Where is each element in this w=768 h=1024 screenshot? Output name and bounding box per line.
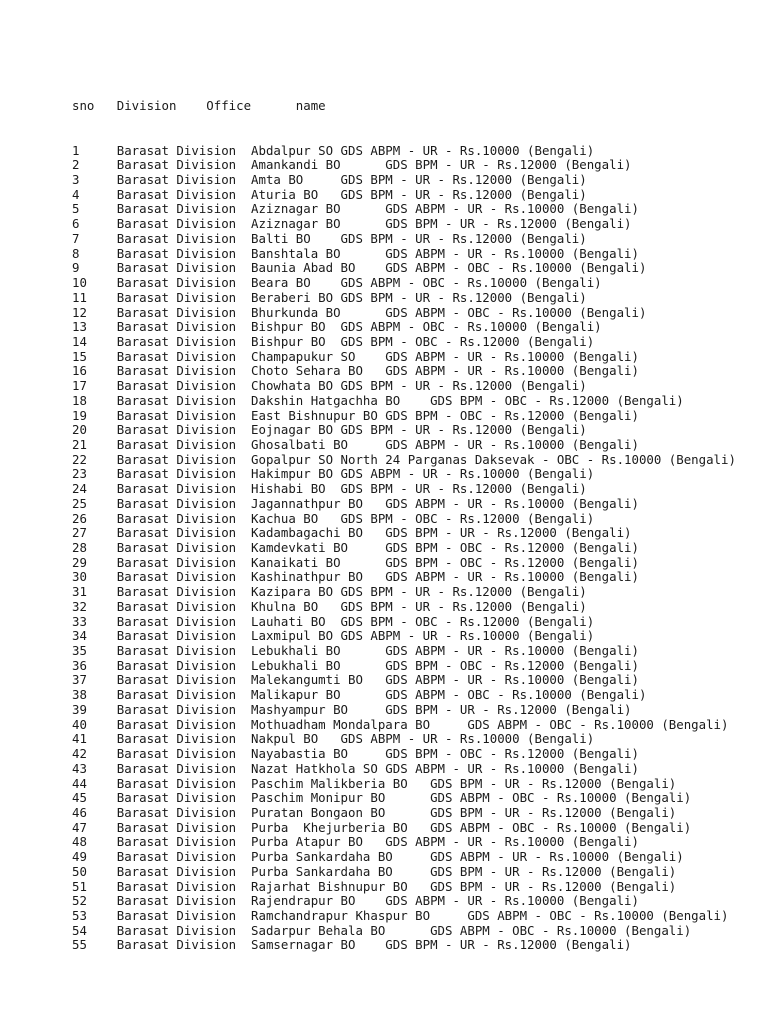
record-row: 23 Barasat Division Hakimpur BO GDS ABPM - UR - Rs.10000 (Bengali) — [72, 466, 595, 482]
record-row: 19 Barasat Division East Bishnupur BO GDS BPM - OBC - Rs.12000 (Bengali) — [72, 407, 639, 423]
record-row: 24 Barasat Division Hishabi BO GDS BPM - UR - Rs.12000 (Bengali) — [72, 481, 587, 497]
record-row: 48 Barasat Division Purba Atapur BO GDS ABPM - UR - Rs.10000 (Bengali) — [72, 834, 639, 850]
record-row: 45 Barasat Division Paschim Monipur BO GDS ABPM - OBC - Rs.10000 (Bengali) — [72, 790, 692, 806]
record-row: 7 Barasat Division Balti BO GDS BPM - UR - Rs.12000 (Bengali) — [72, 230, 587, 246]
record-row: 52 Barasat Division Rajendrapur BO GDS ABPM - UR - Rs.10000 (Bengali) — [72, 893, 639, 909]
record-row: 17 Barasat Division Chowhata BO GDS BPM - UR - Rs.12000 (Bengali) — [72, 378, 587, 394]
record-row: 3 Barasat Division Amta BO GDS BPM - UR - Rs.12000 (Bengali) — [72, 172, 587, 188]
record-row: 1 Barasat Division Abdalpur SO GDS ABPM - UR - Rs.10000 (Bengali) — [72, 142, 595, 158]
record-row: 49 Barasat Division Purba Sankardaha BO GDS ABPM - UR - Rs.10000 (Bengali) — [72, 849, 684, 865]
record-row: 47 Barasat Division Purba Khejurberia BO GDS ABPM - OBC - Rs.10000 (Bengali) — [72, 819, 692, 835]
record-row: 16 Barasat Division Choto Sehara BO GDS ABPM - UR - Rs.10000 (Bengali) — [72, 363, 639, 379]
record-row: 30 Barasat Division Kashinathpur BO GDS ABPM - UR - Rs.10000 (Bengali) — [72, 569, 639, 585]
record-row: 15 Barasat Division Champapukur SO GDS ABPM - UR - Rs.10000 (Bengali) — [72, 348, 639, 364]
record-row: 36 Barasat Division Lebukhali BO GDS BPM - OBC - Rs.12000 (Bengali) — [72, 657, 639, 673]
record-row: 34 Barasat Division Laxmipul BO GDS ABPM - UR - Rs.10000 (Bengali) — [72, 628, 595, 644]
record-row: 32 Barasat Division Khulna BO GDS BPM - UR - Rs.12000 (Bengali) — [72, 598, 587, 614]
record-row: 12 Barasat Division Bhurkunda BO GDS ABPM - OBC - Rs.10000 (Bengali) — [72, 304, 647, 320]
record-row: 9 Barasat Division Baunia Abad BO GDS ABPM - OBC - Rs.10000 (Bengali) — [72, 260, 647, 276]
record-row: 38 Barasat Division Malikapur BO GDS ABPM - OBC - Rs.10000 (Bengali) — [72, 687, 647, 703]
document-text — [72, 70, 752, 968]
record-row: 14 Barasat Division Bishpur BO GDS BPM - OBC - Rs.12000 (Bengali) — [72, 333, 595, 349]
record-row: 33 Barasat Division Lauhati BO GDS BPM - OBC - Rs.12000 (Bengali) — [72, 613, 595, 629]
record-row: 42 Barasat Division Nayabastia BO GDS BPM - OBC - Rs.12000 (Bengali) — [72, 746, 639, 762]
record-row: 4 Barasat Division Aturia BO GDS BPM - UR - Rs.12000 (Bengali) — [72, 186, 587, 202]
record-row: 44 Barasat Division Paschim Malikberia BO GDS BPM - UR - Rs.12000 (Bengali) — [72, 775, 677, 791]
record-row: 31 Barasat Division Kazipara BO GDS BPM - UR - Rs.12000 (Bengali) — [72, 584, 587, 600]
record-row: 43 Barasat Division Nazat Hatkhola SO GDS ABPM - UR - Rs.10000 (Bengali) — [72, 760, 639, 776]
record-row: 46 Barasat Division Puratan Bongaon BO GDS BPM - UR - Rs.12000 (Bengali) — [72, 804, 677, 820]
header-row: sno Division Office name — [72, 98, 326, 114]
record-row: 54 Barasat Division Sadarpur Behala BO GDS ABPM - OBC - Rs.10000 (Bengali) — [72, 922, 692, 938]
record-row: 35 Barasat Division Lebukhali BO GDS ABPM - UR - Rs.10000 (Bengali) — [72, 643, 639, 659]
record-row: 18 Barasat Division Dakshin Hatgachha BO GDS BPM - OBC - Rs.12000 (Bengali) — [72, 392, 684, 408]
record-row: 55 Barasat Division Samsernagar BO GDS BPM - UR - Rs.12000 (Bengali) — [72, 937, 632, 953]
record-row: 13 Barasat Division Bishpur BO GDS ABPM - OBC - Rs.10000 (Bengali) — [72, 319, 602, 335]
record-row: 10 Barasat Division Beara BO GDS ABPM - OBC - Rs.10000 (Bengali) — [72, 275, 602, 291]
record-row: 25 Barasat Division Jagannathpur BO GDS ABPM - UR - Rs.10000 (Bengali) — [72, 495, 639, 511]
record-row: 28 Barasat Division Kamdevkati BO GDS BPM - OBC - Rs.12000 (Bengali) — [72, 540, 639, 555]
record-row: 2 Barasat Division Amankandi BO GDS BPM - UR - Rs.12000 (Bengali) — [72, 157, 632, 173]
record-row: 40 Barasat Division Mothuadham Mondalpara BO GDS ABPM - OBC - Rs.10000 (Bengali) — [72, 716, 729, 732]
record-row: 39 Barasat Division Mashyampur BO GDS BPM - UR - Rs.12000 (Bengali) — [72, 701, 632, 717]
record-row: 6 Barasat Division Aziznagar BO GDS BPM - UR - Rs.12000 (Bengali) — [72, 216, 632, 232]
record-row: 27 Barasat Division Kadambagachi BO GDS BPM - UR - Rs.12000 (Bengali) — [72, 525, 632, 541]
record-row: 11 Barasat Division Beraberi BO GDS BPM - UR - Rs.12000 (Bengali) — [72, 289, 587, 305]
record-row: 37 Barasat Division Malekangumti BO GDS ABPM - UR - Rs.10000 (Bengali) — [72, 672, 639, 688]
record-row: 22 Barasat Division Gopalpur SO North 24 Parganas Daksevak - OBC - Rs.10000 (Bengali) — [72, 451, 736, 467]
record-row: 29 Barasat Division Kanaikati BO GDS BPM - OBC - Rs.12000 (Bengali) — [72, 554, 639, 570]
record-row: 51 Barasat Division Rajarhat Bishnupur BO GDS BPM - UR - Rs.12000 (Bengali) — [72, 878, 677, 894]
record-row: 21 Barasat Division Ghosalbati BO GDS ABPM - UR - Rs.10000 (Bengali) — [72, 436, 639, 452]
record-list — [72, 144, 752, 954]
record-row: 8 Barasat Division Banshtala BO GDS ABPM - UR - Rs.10000 (Bengali) — [72, 245, 639, 261]
record-row: 5 Barasat Division Aziznagar BO GDS ABPM - UR - Rs.10000 (Bengali) — [72, 201, 639, 217]
record-row: 50 Barasat Division Purba Sankardaha BO GDS BPM - UR - Rs.12000 (Bengali) — [72, 863, 677, 879]
record-row: 20 Barasat Division Eojnagar BO GDS BPM - UR - Rs.12000 (Bengali) — [72, 422, 587, 438]
record-row: 26 Barasat Division Kachua BO GDS BPM - OBC - Rs.12000 (Bengali) — [72, 510, 595, 526]
record-row: 53 Barasat Division Ramchandrapur Khaspur BO GDS ABPM - OBC - Rs.10000 (Bengali) — [72, 907, 729, 923]
record-row: 41 Barasat Division Nakpul BO GDS ABPM - UR - Rs.10000 (Bengali) — [72, 731, 595, 747]
